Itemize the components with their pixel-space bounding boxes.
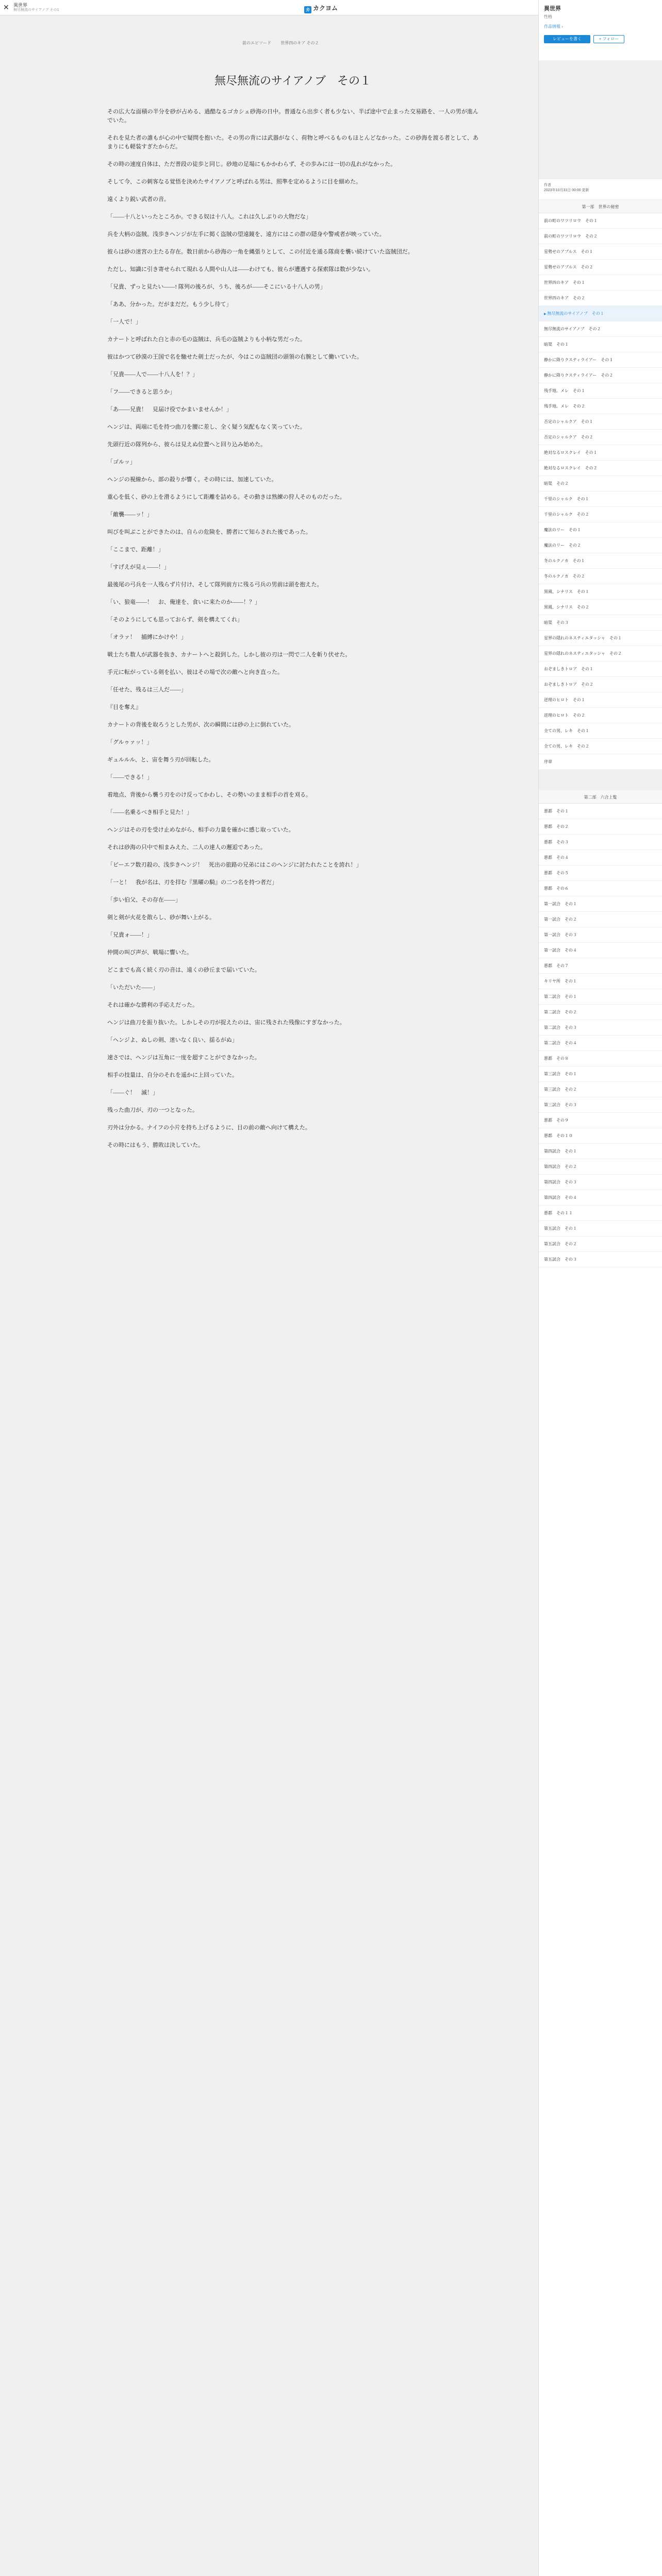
episode-list-item[interactable]: 第五試合 その２ bbox=[539, 1236, 662, 1252]
sidebar-meta bbox=[539, 179, 662, 200]
episode-list-item[interactable]: おぞましきトロア その２ bbox=[539, 677, 662, 692]
episode-paragraph: 仲間の叫び声が、戦場に響いた。 bbox=[107, 950, 192, 956]
review-button[interactable]: レビューを書く bbox=[544, 35, 590, 43]
episode-paragraph: 「任せた、残るは三人だ――」 bbox=[107, 687, 187, 693]
episode-list-item[interactable]: 悪都 その２ bbox=[539, 819, 662, 835]
episode-paragraph: 戦士たち数人が武器を抜き、カナートへと殺到した。しかし彼の刃は一閃で二人を斬り伏せた。 bbox=[107, 652, 351, 658]
episode-paragraph: 「グルゥァッ！」 bbox=[107, 739, 153, 745]
episode-list-item[interactable]: 第二試合 その１ bbox=[539, 989, 662, 1005]
episode-list-item[interactable]: 第一試合 その３ bbox=[539, 927, 662, 943]
episode-paragraph: カナートと呼ばれた白と赤の毛の盗賊は、兵毛の盗賊よりも小柄な男だった。 bbox=[107, 336, 306, 343]
episode-paragraph: カナートの背後を取ろうとした男が、次の瞬間には砂の上に倒れていた。 bbox=[107, 722, 294, 728]
episode-list-item[interactable]: 前の町のワツリロウ その２ bbox=[539, 229, 662, 244]
episode-paragraph: それは確かな勝利の手応えだった。 bbox=[107, 1002, 198, 1008]
episode-list-item[interactable]: 星界の隠れのネスティエタッシャ その１ bbox=[539, 631, 662, 646]
episode-list-item[interactable]: 黒風、シナリス その２ bbox=[539, 600, 662, 615]
work-info-link[interactable]: 作品情報 › bbox=[544, 24, 563, 29]
episode-paragraph: ヘンジは曲刀を振り抜いた。しかしその刃が捉えたのは、宙に残された残像にすぎなかった。 bbox=[107, 1020, 345, 1026]
episode-paragraph: 「ヘンジよ、ぬしの剣、迷いなく良い、揺るがぬ」 bbox=[107, 1037, 238, 1043]
episode-paragraph: 「ああ、分かった。だがまだだ。もう少し待て」 bbox=[107, 301, 232, 308]
episode-list-item[interactable]: 悪都 その３ bbox=[539, 835, 662, 850]
episode-list-item[interactable]: 悪都 その１１ bbox=[539, 1206, 662, 1221]
episode-list-item[interactable]: 否定のシャルクア その１ bbox=[539, 414, 662, 430]
logo-text: カクヨム bbox=[313, 5, 338, 12]
episode-paragraph: 着地点、背後から襲う刃をのけ反ってかわし、その勢いのまま相手の首を刈る。 bbox=[107, 792, 311, 798]
episode-list-item[interactable]: 全ての男、レキ その２ bbox=[539, 739, 662, 754]
episode-paragraph: 手元に転がっている剣を払い、彼はその場で次の敵へと向き直った。 bbox=[107, 669, 283, 675]
episode-title: 無尽無流のサイアノブ その１ bbox=[214, 74, 372, 87]
episode-paragraph: 「兄貴――人で――十八人を！？」 bbox=[107, 371, 198, 378]
updated-date: 2023年10月31日 00:00 更新 bbox=[544, 189, 589, 192]
episode-paragraph: それは砂海の只中で相まみえた、二人の達人の邂逅であった。 bbox=[107, 844, 266, 851]
follow-button[interactable]: + フォロー bbox=[593, 35, 624, 43]
episode-list-item[interactable]: 第五試合 その１ bbox=[539, 1221, 662, 1236]
episode-paragraph: 叫びを叫ぶことができたのは、自らの危険を、勝者にて知らされた後であった。 bbox=[107, 529, 311, 535]
episode-list-item[interactable]: 第四試合 その１ bbox=[539, 1144, 662, 1159]
section-separator bbox=[539, 770, 662, 790]
work-title-block[interactable] bbox=[13, 3, 59, 13]
episode-list-item[interactable]: 冬のルクノカ その１ bbox=[539, 553, 662, 569]
sidebar-work-title[interactable]: 異世界 bbox=[544, 6, 561, 12]
episode-paragraph: そして今、この刺客なる覚悟を決めたサイアノブと呼ばれる男は、照準を定めるように目を細めた。 bbox=[107, 179, 362, 185]
episode-list-item[interactable]: 第四試合 その４ bbox=[539, 1190, 662, 1206]
sidebar-spacer bbox=[539, 61, 662, 179]
work-title: 異世界 bbox=[13, 3, 28, 8]
episode-paragraph: 「一人で！」 bbox=[107, 319, 141, 325]
episode-paragraph: 相手の技量は、自分のそれを遥かに上回っていた。 bbox=[107, 1072, 238, 1078]
episode-list-item[interactable]: 第三試合 その２ bbox=[539, 1082, 662, 1097]
episode-list-item[interactable]: 第五試合 その３ bbox=[539, 1252, 662, 1267]
episode-list-item[interactable]: 第四試合 その３ bbox=[539, 1175, 662, 1190]
episode-paragraph: 剣と剣が火花を散らし、砂が舞い上がる。 bbox=[107, 914, 215, 921]
episode-paragraph: ヘンジの視線から、部の殺りが響く。その時には、加速していた。 bbox=[107, 477, 277, 483]
episode-paragraph: 『目を奪え』 bbox=[107, 704, 141, 710]
episode-list-item[interactable]: 第三試合 その１ bbox=[539, 1066, 662, 1082]
episode-list-item[interactable]: 序章 bbox=[539, 754, 662, 770]
episode-list-item[interactable]: 黒風、シナリス その１ bbox=[539, 584, 662, 600]
episode-paragraph: 兵を大柄の盗賊。浅歩きヘンジが左手に掲く盗賊の望遠鏡を、遠方にはこの群の隠身や警戒者が映っていた。 bbox=[107, 231, 385, 238]
section-title: 第二部 六合上覧 bbox=[539, 790, 662, 804]
episode-paragraph: 「歩い伯父、その存在――」 bbox=[107, 897, 181, 903]
episode-paragraph: 速さでは、ヘンジは互角に一度を超すことができなかった。 bbox=[107, 1055, 260, 1061]
episode-paragraph: 「そのようにしても思っておらず、剣を構えてくれ」 bbox=[107, 617, 243, 623]
episode-paragraph: 「――名乗るべき相手と見た！」 bbox=[107, 809, 192, 816]
episode-list-item[interactable]: 第一試合 その２ bbox=[539, 912, 662, 927]
episode-list-item[interactable]: 悪都 その４ bbox=[539, 850, 662, 866]
episode-content bbox=[107, 72, 478, 1159]
section-list bbox=[539, 804, 662, 1267]
episode-list-item[interactable]: 暗渠 その３ bbox=[539, 615, 662, 631]
episode-body bbox=[107, 108, 478, 1150]
episode-list-item[interactable]: 魔法のリー その２ bbox=[539, 538, 662, 553]
author-label: 作者 bbox=[544, 183, 551, 187]
episode-paragraph: その広大な面積の半分を砂が占める、過酷なるゴカシェ砂海の日中。普通なら出歩く者も少ない、半ば途中で止まった交易路を、一人の男が進んでいた。 bbox=[107, 109, 478, 124]
episode-paragraph: 「兄貴、ずっと見たい――! 隊列の後ろが、うち、後ろが――そこにいる十八人の男」 bbox=[107, 284, 326, 290]
episode-list-item[interactable]: 千里のシャルク その２ bbox=[539, 507, 662, 522]
episode-paragraph: ギュルルル、と、宙を舞う刃が回転した。 bbox=[107, 757, 214, 763]
episode-paragraph: 「――ぐ！ 滅！」 bbox=[107, 1090, 158, 1096]
episode-list-item[interactable]: 残手地。メレ その１ bbox=[539, 383, 662, 399]
episode-paragraph: 「フ――できると思うか」 bbox=[107, 389, 175, 395]
episode-list-item[interactable]: キリヤ所 その１ bbox=[539, 974, 662, 989]
close-icon[interactable]: ✕ bbox=[3, 3, 9, 11]
episode-list-item[interactable]: 否定のシャルクア その２ bbox=[539, 430, 662, 445]
episode-paragraph: どこまでも高く続く刃の音は、遠くの砂丘まで届いていた。 bbox=[107, 967, 260, 973]
prev-episode-link[interactable]: 前のエピソード bbox=[242, 41, 271, 45]
episode-list-item[interactable]: 暗渠 その１ bbox=[539, 337, 662, 352]
episode-list-item[interactable]: 絶対なるロスクレイ その１ bbox=[539, 445, 662, 461]
episode-list-item[interactable]: 第二試合 その２ bbox=[539, 1005, 662, 1020]
episode-list-item[interactable]: 悪都 その７ bbox=[539, 958, 662, 974]
episode-paragraph: その時にはもう、勝敗は決していた。 bbox=[107, 1142, 204, 1148]
episode-list-item[interactable]: 第二試合 その３ bbox=[539, 1020, 662, 1036]
section-list bbox=[539, 213, 662, 770]
episode-paragraph: 「ビーエフ数刃殺の、浅歩きヘンジ！ 死出の旅路の兄弟にはこのヘンジに討たれたことを誇れ！」 bbox=[107, 862, 362, 868]
episode-list-item[interactable]: 悪都 その６ bbox=[539, 881, 662, 896]
episode-list-item[interactable]: ▶ 無尽無流のサイアノブ その１ bbox=[539, 306, 662, 321]
episode-list-item[interactable]: 悪都 その９ bbox=[539, 1113, 662, 1128]
episode-subtitle: 無尽無流のサイアノブ その1 bbox=[13, 8, 59, 12]
episode-list-item[interactable]: 星界の隠れのネスティエタッシャ その２ bbox=[539, 646, 662, 662]
episode-paragraph: 遠くより鋭い武者の音。 bbox=[107, 196, 170, 202]
episode-list-item[interactable]: 第一試合 その４ bbox=[539, 943, 662, 958]
episode-list-item[interactable]: 悪都 その８ bbox=[539, 1051, 662, 1066]
episode-paragraph: ただし、知識に引き寄せられて現れる人間や山人は――わけても、彼らが遭遇する探索隊は数が少ない。 bbox=[107, 266, 374, 273]
episode-paragraph: 刃外は分かる。ナイフの小片を持ち上げるように、目の前の敵へ向けて構えた。 bbox=[107, 1125, 311, 1131]
episode-paragraph: 「――できる！」 bbox=[107, 774, 153, 781]
episode-paragraph: 残った曲刀が、刃の一つとなった。 bbox=[107, 1107, 198, 1113]
episode-list-item[interactable]: 世界四のキア その１ bbox=[539, 275, 662, 291]
episode-paragraph: 「すげえが見ぇ――！」 bbox=[107, 564, 170, 570]
episode-paragraph: 最後尾の弓兵を一人残らず片付け、そして隊列前方に残る弓兵の男前は頭を抱えた。 bbox=[107, 582, 323, 588]
episode-list-item[interactable]: 冬のルクノカ その２ bbox=[539, 569, 662, 584]
episode-list-item[interactable]: 第三試合 その３ bbox=[539, 1097, 662, 1113]
episode-list-item[interactable]: 静かに降りクスティライアー その１ bbox=[539, 352, 662, 368]
episode-list-item[interactable]: 星勢せのアブルス その２ bbox=[539, 260, 662, 275]
episode-paragraph: 「ゴルッ」 bbox=[107, 459, 136, 465]
episode-paragraph: 「ここまで、距離！」 bbox=[107, 547, 164, 553]
episode-list-item[interactable]: 悪都 その１０ bbox=[539, 1128, 662, 1144]
episode-list-item[interactable]: 暗渠 その２ bbox=[539, 476, 662, 492]
episode-list-item[interactable]: 無尽無流のサイアノブ その２ bbox=[539, 321, 662, 337]
episode-sidebar bbox=[538, 0, 662, 2576]
episode-paragraph: ヘンジは、両端に毛を持つ曲刀を腰に差し、全く疑う気配もなく笑っていた。 bbox=[107, 424, 306, 430]
episode-paragraph: 重心を低く、砂の上を滑るようにして距離を詰める。その動きは熟練の狩人そのものだった。 bbox=[107, 494, 345, 500]
episode-list-item[interactable]: 第四試合 その２ bbox=[539, 1159, 662, 1175]
episode-list-item[interactable]: 逆理のヒロト その１ bbox=[539, 692, 662, 708]
site-logo[interactable] bbox=[304, 4, 338, 13]
episode-list-item[interactable]: 第一試合 その１ bbox=[539, 896, 662, 912]
episode-list-item[interactable]: 千里のシャルク その１ bbox=[539, 492, 662, 507]
episode-list-item[interactable]: 魔法のリー その１ bbox=[539, 522, 662, 538]
episode-paragraph: 彼はかつて砂漠の王国で名を馳せた剣士だったが、今はこの盗賊団の頭領の右腕として働いていた。 bbox=[107, 354, 362, 360]
episode-list-item[interactable]: おぞましきトロア その１ bbox=[539, 662, 662, 677]
episode-paragraph: 彼らは砂の迷宮の主たる存在。数日前から砂海の一角を縄張りとして、この付近を通る隊商を襲い続けていた盗賊団だ。 bbox=[107, 249, 413, 255]
episode-paragraph: 「一と！ 我が名は、刃を拝む『黒曜の騎』の二つ名を持つ者だ」 bbox=[107, 879, 277, 886]
episode-list-item[interactable]: 星勢せのアブルス その１ bbox=[539, 244, 662, 260]
episode-list-item[interactable]: 絶対なるロスクレイ その２ bbox=[539, 461, 662, 476]
episode-paragraph: 「オラァ！ 捕縛にかけや！」 bbox=[107, 634, 187, 640]
episode-paragraph: その時の速度自体は、ただ普段の徒歩と同じ。砂地の足場にもかかわらず、その歩みには一切の乱れがなかった。 bbox=[107, 161, 396, 167]
episode-paragraph: 「い、狼竜――！ お、俺達を、食いに来たのか――！？」 bbox=[107, 599, 260, 605]
episode-list-item[interactable]: 前の町のワツリロウ その１ bbox=[539, 213, 662, 229]
episode-paragraph: それを見た者の誰もが心の中で疑問を抱いた。その男の背には武器がなく、荷物と呼べるものもほとんどなかった。この砂海を渡る者として、あまりにも軽装すぎたからだ。 bbox=[107, 135, 478, 150]
episode-list-item[interactable]: 世界四のキア その２ bbox=[539, 291, 662, 306]
episode-list-item[interactable]: 第二試合 その４ bbox=[539, 1036, 662, 1051]
episode-paragraph: 「あ――兄貴！ 見届け役でかまいませんか！」 bbox=[107, 406, 232, 413]
episode-list-item[interactable]: 静かに降りクスティライアー その２ bbox=[539, 368, 662, 383]
episode-list-item[interactable]: 悪都 その５ bbox=[539, 866, 662, 881]
episode-paragraph: ヘンジはその刃を受け止めながら、相手の力量を確かに感じ取っていた。 bbox=[107, 827, 294, 833]
sidebar-work-sub: 性格 bbox=[544, 14, 552, 19]
episode-paragraph: 「いただいた――」 bbox=[107, 985, 158, 991]
logo-mark-icon: カ bbox=[304, 6, 311, 13]
sidebar-header bbox=[539, 0, 662, 61]
episode-nav bbox=[242, 40, 327, 46]
episode-list-item[interactable]: 全ての男、レキ その１ bbox=[539, 723, 662, 739]
section-title: 第一部 世界の秘密 bbox=[539, 200, 662, 213]
episode-paragraph: 「――十八といったところか。できる奴は十八人。これは久しぶりの大物だな」 bbox=[107, 214, 311, 220]
current-episode-label: 世界四のキア その２ bbox=[280, 41, 319, 45]
episode-list-item[interactable]: 残手地。メレ その２ bbox=[539, 399, 662, 414]
episode-list-item[interactable]: 逆理のヒロト その２ bbox=[539, 708, 662, 723]
episode-paragraph: 先頭行近の隊列から、彼らは見えぬ位置へと回り込み始めた。 bbox=[107, 442, 266, 448]
episode-list-item[interactable]: 悪都 その１ bbox=[539, 804, 662, 819]
episode-paragraph: 「敵襲――ッ！」 bbox=[107, 512, 153, 518]
episode-paragraph: 「兄貴ォ――！」 bbox=[107, 932, 153, 938]
